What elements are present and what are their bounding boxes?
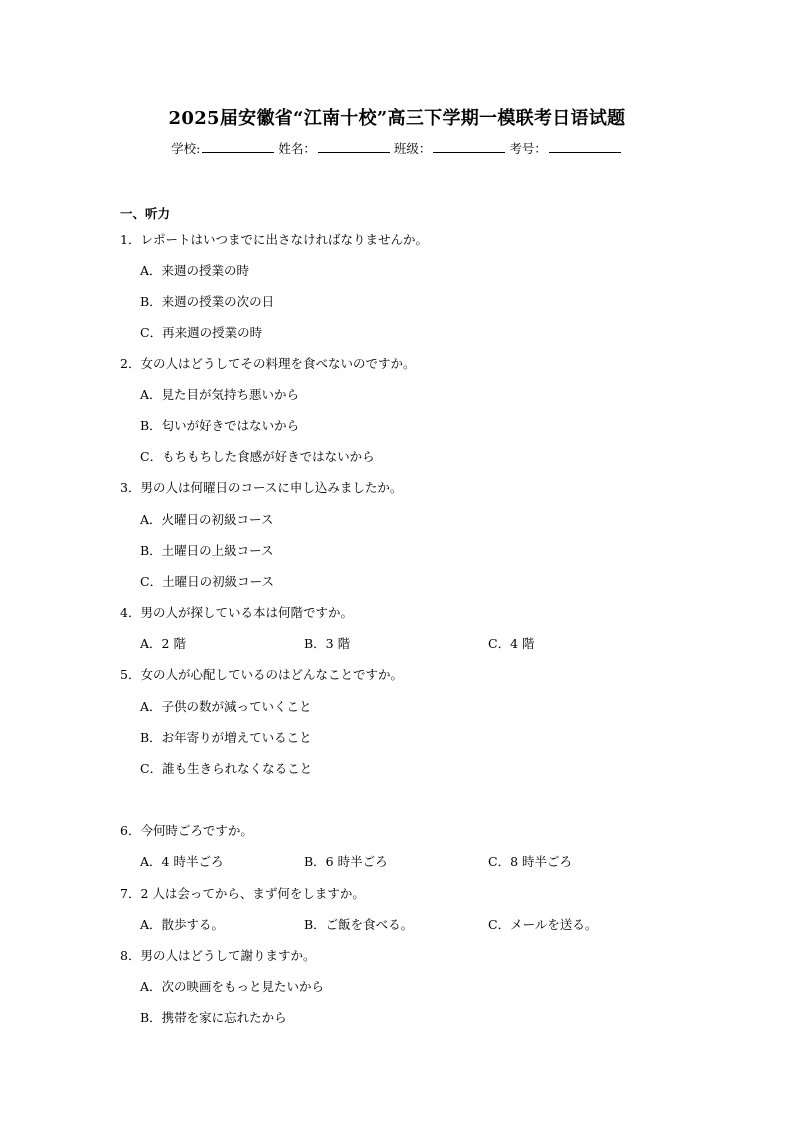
question-8-option-b: B．携帯を家に忘れたから (140, 1010, 287, 1025)
question-1-option-a: A．来週の授業の時 (140, 263, 250, 278)
question-8-stem: 8．男の人はどうして謝りますか。 (120, 948, 316, 963)
question-6-option-a: A．4 時半ごろ (140, 854, 224, 869)
school-blank[interactable] (202, 151, 274, 153)
name-blank[interactable] (318, 151, 390, 153)
class-label: 班级： (393, 141, 432, 156)
question-4-option-b: B．3 階 (304, 636, 351, 651)
question-4-option-a: A．2 階 (140, 636, 186, 651)
question-1-stem: 1．レポートはいつまでに出さなければなりませんか。 (120, 232, 428, 247)
name-label: 姓名： (278, 141, 316, 156)
exam-number-label: 考号： (509, 141, 547, 156)
question-5-option-b: B．お年寄りが増えていること (140, 730, 312, 745)
school-label: 学校: (171, 141, 201, 156)
question-1-option-c: C．再来週の授業の時 (140, 325, 263, 340)
page-title: 2025届安徽省“江南十校”高三下学期一模联考日语试题 (168, 108, 626, 129)
question-3-stem: 3．男の人は何曜日のコースに申し込みましたか。 (120, 480, 403, 495)
question-7-option-c: C．メールを送る。 (488, 917, 598, 932)
question-2-stem: 2．女の人はどうしてその料理を食べないのですか。 (120, 356, 416, 371)
question-6-option-b: B．6 時半ごろ (304, 854, 388, 869)
question-6-option-c: C．8 時半ごろ (488, 854, 572, 869)
question-8-option-a: A．次の映画をもっと見たいから (140, 979, 325, 994)
student-info-line (0, 139, 794, 157)
question-7-option-a: A．散歩する。 (140, 917, 225, 932)
section-heading-listening: 一、听力 (120, 206, 171, 221)
question-5-option-a: A．子供の数が減っていくこと (140, 699, 312, 714)
question-3-option-c: C．土曜日の初級コース (140, 574, 274, 589)
question-2-option-b: B．匂いが好きではないから (140, 418, 300, 433)
question-7-stem: 7．2 人は会ってから、まず何をしますか。 (120, 886, 365, 901)
class-blank[interactable] (433, 151, 505, 153)
question-7-option-b: B．ご飯を食べる。 (304, 917, 414, 932)
exam-number-blank[interactable] (549, 151, 621, 153)
question-4-stem: 4．男の人が探している本は何階ですか。 (120, 605, 353, 620)
question-2-option-a: A．見た目が気持ち悪いから (140, 387, 300, 402)
question-5-option-c: C．誰も生きられなくなること (140, 761, 313, 776)
question-3-option-a: A．火曜日の初級コース (140, 512, 274, 527)
question-5-stem: 5．女の人が心配しているのはどんなことですか。 (120, 667, 403, 682)
question-6-stem: 6．今何時ごろですか。 (120, 823, 253, 838)
question-1-option-b: B．来週の授業の次の日 (140, 294, 275, 309)
question-2-option-c: C．もちもちした食感が好きではないから (140, 449, 375, 464)
question-4-option-c: C．4 階 (488, 636, 535, 651)
question-3-option-b: B．土曜日の上級コース (140, 543, 274, 558)
